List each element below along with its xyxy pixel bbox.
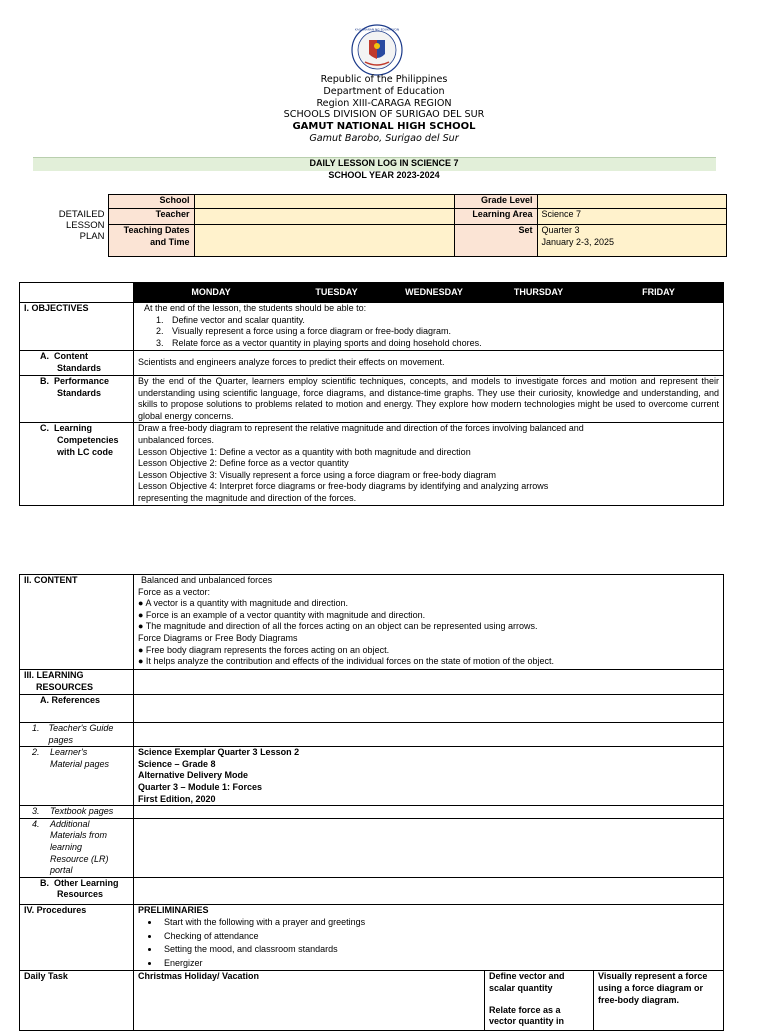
header-line: Department of Education [323,85,445,97]
set-label: Set [454,225,537,257]
performance-standards: By the end of the Quarter, learners employ scientific techniques, concepts, and models to investigate forces and motion and represent their understanding using scientific language, force diagrams, and distance-time graphs. They use their curiosity, knowledge and understanding, and skills to propose solutions to problems related to motion and energy. They explore how modern technologies might be used to overcome current global energy concerns. [134,376,724,423]
procedures-label: IV. Procedures [20,904,134,971]
objective-item: 2. Visually represent a force using a force diagram or free-body diagram. [166,326,719,338]
dlp-label: DETAILED LESSON PLAN [58,209,105,242]
header-line: Region XIII-CARAGA REGION [316,97,452,109]
objective-item: 3. Relate force as a vector quantity in playing sports and doing hosehold chores. [166,338,719,350]
deped-seal-logo [351,24,403,76]
objectives-intro: At the end of the lesson, the students should be able to: [144,303,367,313]
content-table [19,574,724,1031]
objectives-cell [134,303,724,351]
holiday-cell: Christmas Holiday/ Vacation [134,971,485,1031]
learners-material-label: 2. Learner's Material pages [20,747,134,806]
lr-portal-label: 4. Additional Materials from learning Resource (LR) portal [20,818,134,877]
info-table [36,194,727,257]
thursday-task: Define vector and scalar quantity Relate force as a vector quantity in [485,971,594,1031]
other-resources-label: B. Other Learning Resources [20,877,134,904]
content-standards-label: A. Content Standards [20,351,134,376]
letterhead [0,74,768,145]
preliminaries-heading: PRELIMINARIES [138,904,209,915]
preliminary-item: • Energizer [160,957,719,971]
school-value[interactable] [194,195,454,209]
performance-standards-label: B. Performance Standards [20,376,134,423]
procedures-cell [134,904,724,971]
log-title: DAILY LESSON LOG IN SCIENCE 7 [309,158,459,168]
day-header-monday: MONDAY [134,283,289,303]
grade-level-value[interactable] [537,195,727,209]
learning-area-label: Learning Area [454,209,537,225]
preliminaries-list [138,916,719,970]
content-label: II. CONTENT [20,575,134,670]
school-address: Gamut Barobo, Surigao del Sur [309,132,459,144]
objectives-table [19,282,724,506]
header-line: SCHOOLS DIVISION OF SURIGAO DEL SUR [283,109,485,121]
day-header-tuesday: TUESDAY [289,283,385,303]
day-header-wednesday: WEDNESDAY [385,283,484,303]
teacher-label: Teacher [108,209,194,225]
textbook-label: 3. Textbook pages [20,806,134,819]
preliminary-item: • Start with the following with a prayer and greetings [160,916,719,930]
preliminary-item: • Setting the mood, and classroom standards [160,943,719,957]
learners-material-value: Science Exemplar Quarter 3 Lesson 2 Science – Grade 8 Alternative Delivery Mode Quarter 3 – Module 1: Forces First Edition, 2020 [134,747,724,806]
teaching-dates-label: Teaching Dates and Time [108,225,194,257]
school-label: School [108,195,194,209]
learning-area-value[interactable]: Science 7 [537,209,727,225]
references-label: A. References [20,695,134,723]
teaching-dates-value[interactable] [194,225,454,257]
grade-level-label: Grade Level [454,195,537,209]
objective-item: 1. Define vector and scalar quantity. [166,315,719,327]
content-standards: Scientists and engineers analyze forces to predict their effects on movement. [134,351,724,376]
learning-competencies: Draw a free-body diagram to represent the relative magnitude and direction of the forces involving balanced and unbalanced forces. Lesson Objective 1: Define a vector as a quantity with both magnitude and direction Lesson Objective 2: Define force as a vector quantity Lesson Objective 3: Visually represent a force using a force diagram or free-body diagram Lesson Objective 4: Interpret force diagrams or free-body diagrams by identifying and analyzing arrows representing the magnitude and direction of the forces. [134,423,724,505]
day-header-friday: FRIDAY [594,283,724,303]
school-year: SCHOOL YEAR 2023-2024 [328,170,440,180]
day-header-thursday: THURSDAY [484,283,594,303]
teachers-guide-label: 1. Teacher's Guide pages [20,723,134,747]
learning-resources-label: III. LEARNING RESOURCES [20,670,134,695]
header-line: Republic of the Philippines [320,74,448,85]
set-value[interactable]: Quarter 3 January 2-3, 2025 [537,225,727,257]
objectives-list [138,315,719,350]
daily-task-label: Daily Task [20,971,134,1031]
objectives-label: I. OBJECTIVES [20,303,134,351]
preliminary-item: • Checking of attendance [160,930,719,944]
svg-text:KAGAWARAN NG EDUKASYON: KAGAWARAN NG EDUKASYON [354,27,400,32]
learning-competencies-label: C. Learning Competencies with LC code [20,423,134,505]
friday-task: Visually represent a force using a force diagram or free-body diagram. [594,971,724,1031]
teacher-value[interactable] [194,209,454,225]
content-cell: Balanced and unbalanced forces Force as a vector: ● A vector is a quantity with magnitude and direction. ● Force is an example of a vector quantity with magnitude and direction. ● The magnitude and direction of all the forces acting on an object can be represented using arrows. Force Diagrams or Free Body Diagrams ● Free body diagram represents the forces acting on an object. ● It helps analyze the contribution and effects of the individual forces on the state of motion of the object. [134,575,724,670]
school-name: GAMUT NATIONAL HIGH SCHOOL [292,121,476,133]
